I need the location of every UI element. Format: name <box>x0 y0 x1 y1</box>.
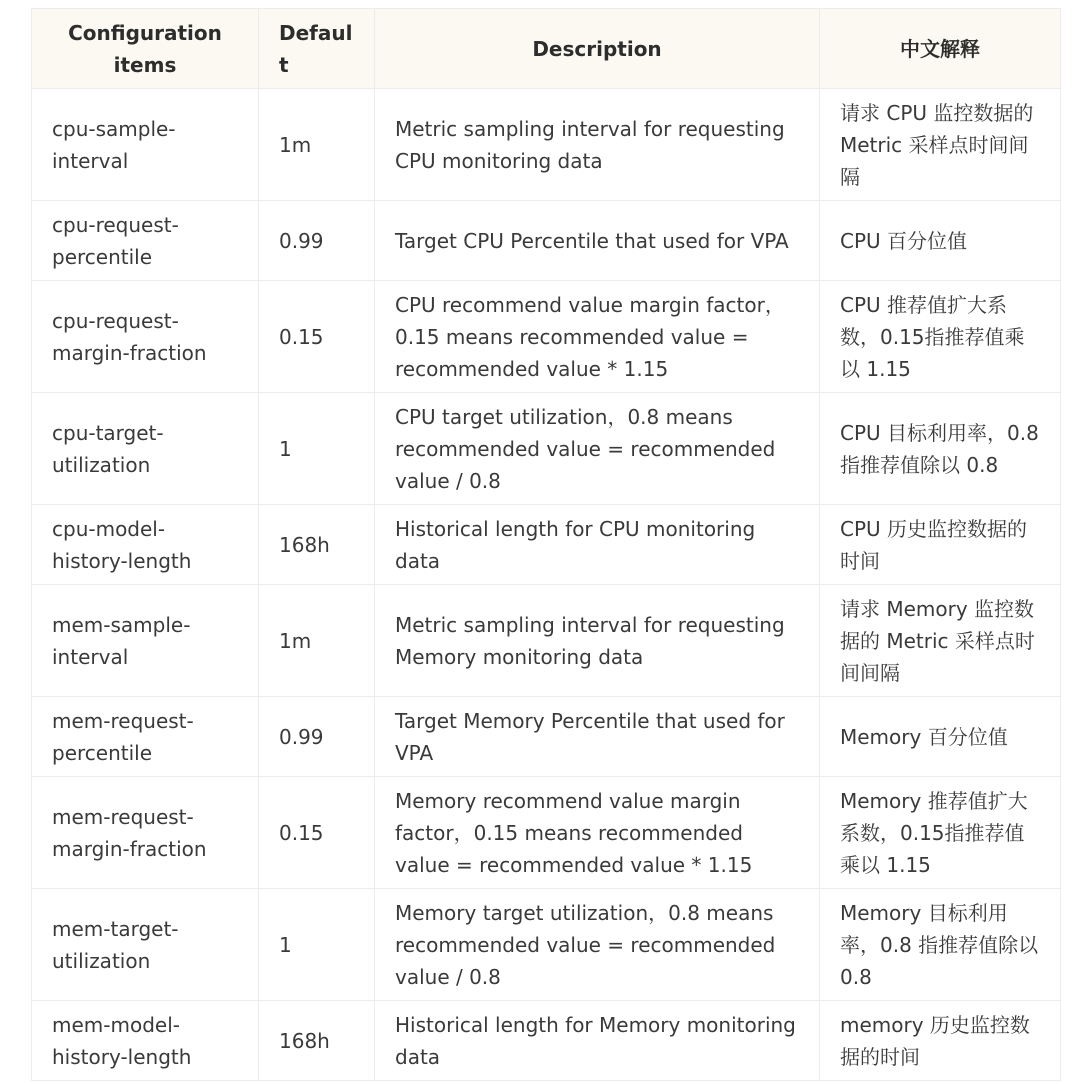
table-row <box>32 777 1061 889</box>
cell-chinese: 请求 CPU 监控数据的 Metric 采样点时间间隔 <box>820 89 1061 201</box>
cell-description: CPU recommend value margin factor，0.15 means recommended value = recommended value * 1.15 <box>375 281 820 393</box>
cell-description: Target Memory Percentile that used for VPA <box>375 697 820 777</box>
table-row <box>32 697 1061 777</box>
cell-chinese: CPU 历史监控数据的时间 <box>820 505 1061 585</box>
table-row <box>32 585 1061 697</box>
cell-chinese: CPU 推荐值扩大系数，0.15指推荐值乘以 1.15 <box>820 281 1061 393</box>
cell-item: mem-request-percentile <box>32 697 259 777</box>
header-chinese-explanation: 中文解释 <box>820 9 1061 89</box>
cell-chinese: Memory 目标利用率，0.8 指推荐值除以 0.8 <box>820 889 1061 1001</box>
cell-description: Memory recommend value margin factor，0.15 means recommended value = recommended value * 1.15 <box>375 777 820 889</box>
cell-default: 0.15 <box>259 281 375 393</box>
cell-chinese: Memory 百分位值 <box>820 697 1061 777</box>
cell-chinese: memory 历史监控数据的时间 <box>820 1001 1061 1081</box>
header-default: Default <box>259 9 375 89</box>
cell-item: mem-model-history-length <box>32 1001 259 1081</box>
header-row <box>32 9 1061 89</box>
cell-default: 1 <box>259 393 375 505</box>
cell-description: CPU target utilization，0.8 means recommended value = recommended value / 0.8 <box>375 393 820 505</box>
cell-item: mem-sample-interval <box>32 585 259 697</box>
table-row <box>32 889 1061 1001</box>
cell-item: mem-request-margin-fraction <box>32 777 259 889</box>
cell-default: 0.99 <box>259 201 375 281</box>
cell-item: cpu-request-percentile <box>32 201 259 281</box>
cell-item: cpu-request-margin-fraction <box>32 281 259 393</box>
cell-default: 1m <box>259 585 375 697</box>
cell-description: Metric sampling interval for requesting Memory monitoring data <box>375 585 820 697</box>
table-row <box>32 1001 1061 1081</box>
table-body <box>32 89 1061 1081</box>
header-description: Description <box>375 9 820 89</box>
cell-description: Target CPU Percentile that used for VPA <box>375 201 820 281</box>
table-row <box>32 505 1061 585</box>
cell-chinese: Memory 推荐值扩大系数，0.15指推荐值乘以 1.15 <box>820 777 1061 889</box>
cell-default: 0.99 <box>259 697 375 777</box>
cell-description: Metric sampling interval for requesting CPU monitoring data <box>375 89 820 201</box>
table-row <box>32 89 1061 201</box>
cell-description: Memory target utilization，0.8 means recommended value = recommended value / 0.8 <box>375 889 820 1001</box>
table-header <box>32 9 1061 89</box>
cell-default: 1m <box>259 89 375 201</box>
cell-item: cpu-sample-interval <box>32 89 259 201</box>
header-configuration-items: Configuration items <box>32 9 259 89</box>
cell-default: 168h <box>259 505 375 585</box>
cell-description: Historical length for CPU monitoring data <box>375 505 820 585</box>
config-table-container <box>31 8 1060 1081</box>
table-row <box>32 281 1061 393</box>
cell-default: 1 <box>259 889 375 1001</box>
table-row <box>32 393 1061 505</box>
cell-item: mem-target-utilization <box>32 889 259 1001</box>
cell-default: 0.15 <box>259 777 375 889</box>
cell-chinese: CPU 百分位值 <box>820 201 1061 281</box>
cell-chinese: CPU 目标利用率，0.8 指推荐值除以 0.8 <box>820 393 1061 505</box>
cell-item: cpu-target-utilization <box>32 393 259 505</box>
cell-description: Historical length for Memory monitoring data <box>375 1001 820 1081</box>
cell-default: 168h <box>259 1001 375 1081</box>
table-row <box>32 201 1061 281</box>
cell-item: cpu-model-history-length <box>32 505 259 585</box>
config-table <box>31 8 1061 1081</box>
cell-chinese: 请求 Memory 监控数据的 Metric 采样点时间间隔 <box>820 585 1061 697</box>
